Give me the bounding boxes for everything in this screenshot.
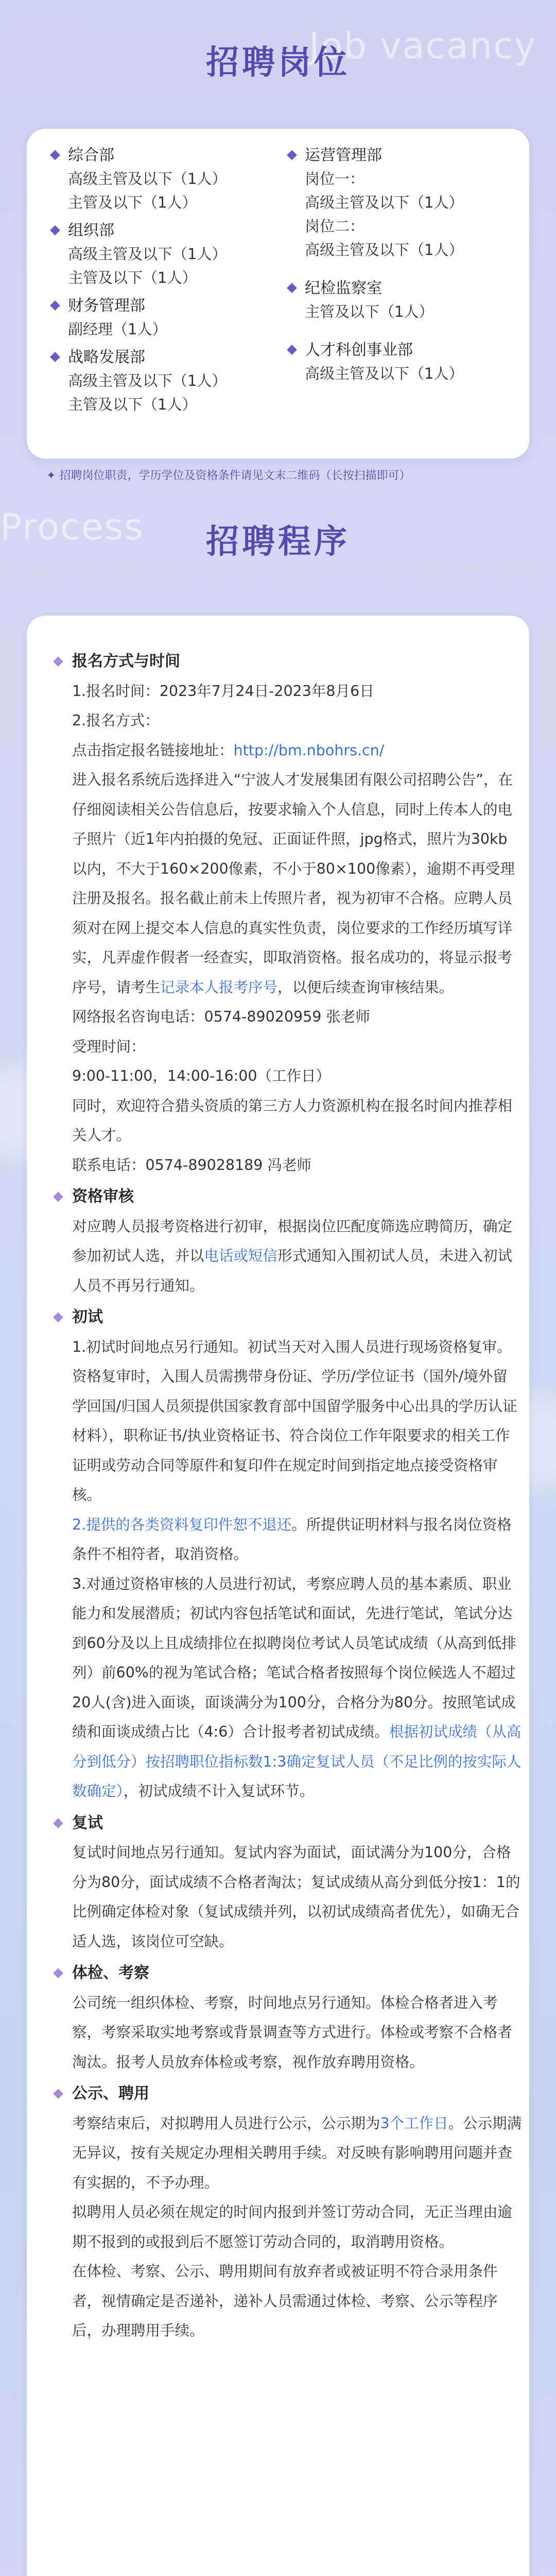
position-line: 主管及以下（1人） (68, 396, 197, 413)
department-item (47, 295, 274, 341)
jobs-left-column (47, 144, 274, 421)
paragraph-text: 考察结束后，对拟聘用人员进行公示，公示期为 (72, 2114, 380, 2132)
position-line: 主管及以下（1人） (68, 269, 197, 286)
highlight-text: 2.提供的各类资料复印件恕不退还 (72, 1516, 292, 1533)
highlight-text: 根据初试成绩（从高分到低分）按招聘职位指标数1:3确定复试人员（不足比例的按实际人数确定） (72, 1723, 522, 1800)
paragraph-text: 进入报名系统后选择进入“宁波人才发展集团有限公司招聘公告”，在仔细阅读相关公告信息后，按要求输入个人信息，同时上传本人的电子照片（近1年内拍摄的免冠、正面证件照，jpg格式，照片为30kb以内，不大于160×200像素，不小于80×100像素），逾期不再受理注册及报名。报名截止前未上传照片者，视为初审不合格。应聘人员须对在网上提交本人信息的真实性负责，岗位要求的工作经历填写详实，凡弄虚作假者一经查实，即取消资格。报名成功的，将显示报考序号，请考生 (72, 771, 515, 996)
process-paragraph: 1.报名时间：2023年7月24日-2023年8月6日 (72, 682, 374, 700)
process-paragraph: 同时，欢迎符合猎头资质的第三方人力资源机构在报名时间内推荐相关人才。 (72, 1097, 513, 1144)
process-paragraph: 拟聘用人员必须在规定的时间内报到并签订劳动合同，无正当理由逾期不报到的或报到后不愿签订劳动合同的，取消聘用资格。 (72, 2204, 513, 2250)
position-line: 高级主管及以下（1人） (68, 170, 227, 188)
department-item (47, 144, 274, 214)
position-line: 高级主管及以下（1人） (68, 372, 227, 389)
process-paragraph (72, 1212, 522, 1301)
process-paragraph (72, 765, 522, 1002)
jobs-right-column (284, 144, 511, 391)
process-paragraph: 公司统一组织体检、考察，时间地点另行通知。体检合格者进入考察，考察采取实地考察或背景调查等方式进行。体检或考察不合格者淘汰。报考人员放弃体检或考察，视作放弃聘用资格。 (72, 1994, 513, 2071)
position-line: 高级主管及以下（1人） (305, 194, 464, 211)
position-line: 主管及以下（1人） (305, 303, 434, 320)
process-step-heading: 报名方式与时间 (72, 647, 522, 676)
jobs-card (27, 129, 529, 459)
department-name: 综合部 (47, 144, 274, 167)
paragraph-text: ，初试成绩不计入复试环节。 (123, 1783, 315, 1800)
process-content (54, 647, 522, 2346)
department-name: 人才科创事业部 (284, 339, 511, 362)
process-paragraph (72, 1569, 522, 1806)
process-paragraph: 网络报名咨询电话：0574-89020959 张老师 (72, 1008, 370, 1025)
position-line: 主管及以下（1人） (68, 194, 197, 211)
process-paragraph: 联系电话：0574-89028189 冯老师 (72, 1156, 311, 1174)
jobs-english-watermark: Job vacancy (309, 25, 537, 67)
process-paragraph: 2.报名方式： (72, 712, 160, 729)
position-line: 副经理（1人） (68, 320, 167, 338)
process-paragraph: 复试时间地点另行通知。复试内容为面试，面试满分为100分，合格分为80分，面试成绩不合格者淘汰；复试成绩从高分到低分按1：1的比例确定体检对象（复试成绩并列，以初试成绩高者优先），如确无合适人选，该岗位可空缺。 (72, 1844, 520, 1950)
paragraph-text: 。所提供证明材料与报名岗位资格条件不相符者，取消资格。 (72, 1516, 512, 1563)
department-name: 战略发展部 (47, 346, 274, 369)
jobs-title: 招聘岗位 (206, 44, 350, 82)
link-label: 点击指定报名链接地址： (72, 741, 234, 759)
process-section-title (0, 506, 556, 563)
process-english-watermark: Process (0, 506, 144, 548)
process-step-heading: 体检、考察 (72, 1958, 522, 1988)
paragraph-text: 形式通知入围初试人员，未进入初试人员不再另行通知。 (72, 1247, 513, 1294)
paragraph-text: ，以便后续查询审核结果。 (277, 978, 454, 996)
highlight-text: 电话或短信 (204, 1247, 278, 1264)
jobs-section-title (0, 25, 556, 83)
paragraph-text: 。公示期满无异议，按有关规定办理相关聘用手续。对反映有影响聘用问题并查有实据的，不予办理。 (72, 2114, 522, 2191)
department-item (284, 144, 511, 262)
process-step-heading: 初试 (72, 1302, 522, 1332)
process-paragraph: 1.初试时间地点另行通知。初试当天对入围人员进行现场资格复审。资格复审时，入围人员需携带身份证、学历/学位证书（国外/境外留学回国/归国人员须提供国家教育部中国留学服务中心出具的学历认证材料），职称证书/执业资格证书、符合岗位工作年限要求的相关工作证明或劳动合同等原件和复印件在规定时间到指定地点接受资格审核。 (72, 1338, 517, 1503)
process-paragraph (72, 1510, 522, 1569)
process-paragraph (72, 2109, 522, 2198)
department-item (284, 339, 511, 385)
process-title: 招聘程序 (206, 523, 350, 561)
process-step-heading: 复试 (72, 1808, 522, 1838)
paragraph-text: 3.对通过资格审核的人员进行初试，考察应聘人员的基本素质、职业能力和发展潜质；初试内容包括笔试和面试，先进行笔试，笔试分达到60分及以上且成绩排位在拟聘岗位考试人员笔试成绩（从高到低排列）前60%的视为笔试合格；笔试合格者按照每个岗位候选人不超过20人(含)进入面谈，面谈满分为100分，合格分为80分。按照笔试成绩和面谈成绩占比（4:6）合计报考者初试成绩。 (72, 1575, 516, 1740)
department-name: 纪检监察室 (284, 277, 511, 300)
department-name: 组织部 (47, 219, 274, 242)
position-line: 岗位一： (305, 170, 365, 188)
paragraph-text: 对应聘人员报考资格进行初审，根据岗位匹配度筛选应聘简历，确定参加初试人选，并以 (72, 1217, 513, 1264)
highlight-text: 3个工作日 (380, 2114, 448, 2132)
process-card (27, 616, 529, 2576)
process-paragraph: 受理时间： (72, 1038, 146, 1055)
highlight-text: 记录本人报考序号 (160, 978, 278, 996)
department-item (284, 277, 511, 324)
process-paragraph: 在体检、考察、公示、聘用期间有放弃者或被证明不符合录用条件者，视情确定是否递补，递补人员需通过体检、考察、公示等程序后，办理聘用手续。 (72, 2263, 498, 2339)
process-paragraph: 9:00-11:00，14:00-16:00（工作日） (72, 1067, 331, 1084)
department-item (47, 219, 274, 290)
position-line: 岗位二： (305, 217, 365, 235)
department-item (47, 346, 274, 416)
process-step-heading: 公示、聘用 (72, 2079, 522, 2109)
department-name: 财务管理部 (47, 295, 274, 317)
registration-link[interactable]: http://bm.nbohrs.cn/ (233, 741, 385, 759)
position-line: 高级主管及以下（1人） (305, 241, 464, 259)
department-name: 运营管理部 (284, 144, 511, 167)
position-line: 高级主管及以下（1人） (305, 365, 464, 382)
position-line: 高级主管及以下（1人） (68, 245, 227, 263)
jobs-note: ✦ 招聘岗位职责，学历学位及资格条件请见文末二维码（长按扫描即可） (46, 467, 410, 483)
process-step-heading: 资格审核 (72, 1182, 522, 1212)
process-paragraph (72, 736, 522, 766)
